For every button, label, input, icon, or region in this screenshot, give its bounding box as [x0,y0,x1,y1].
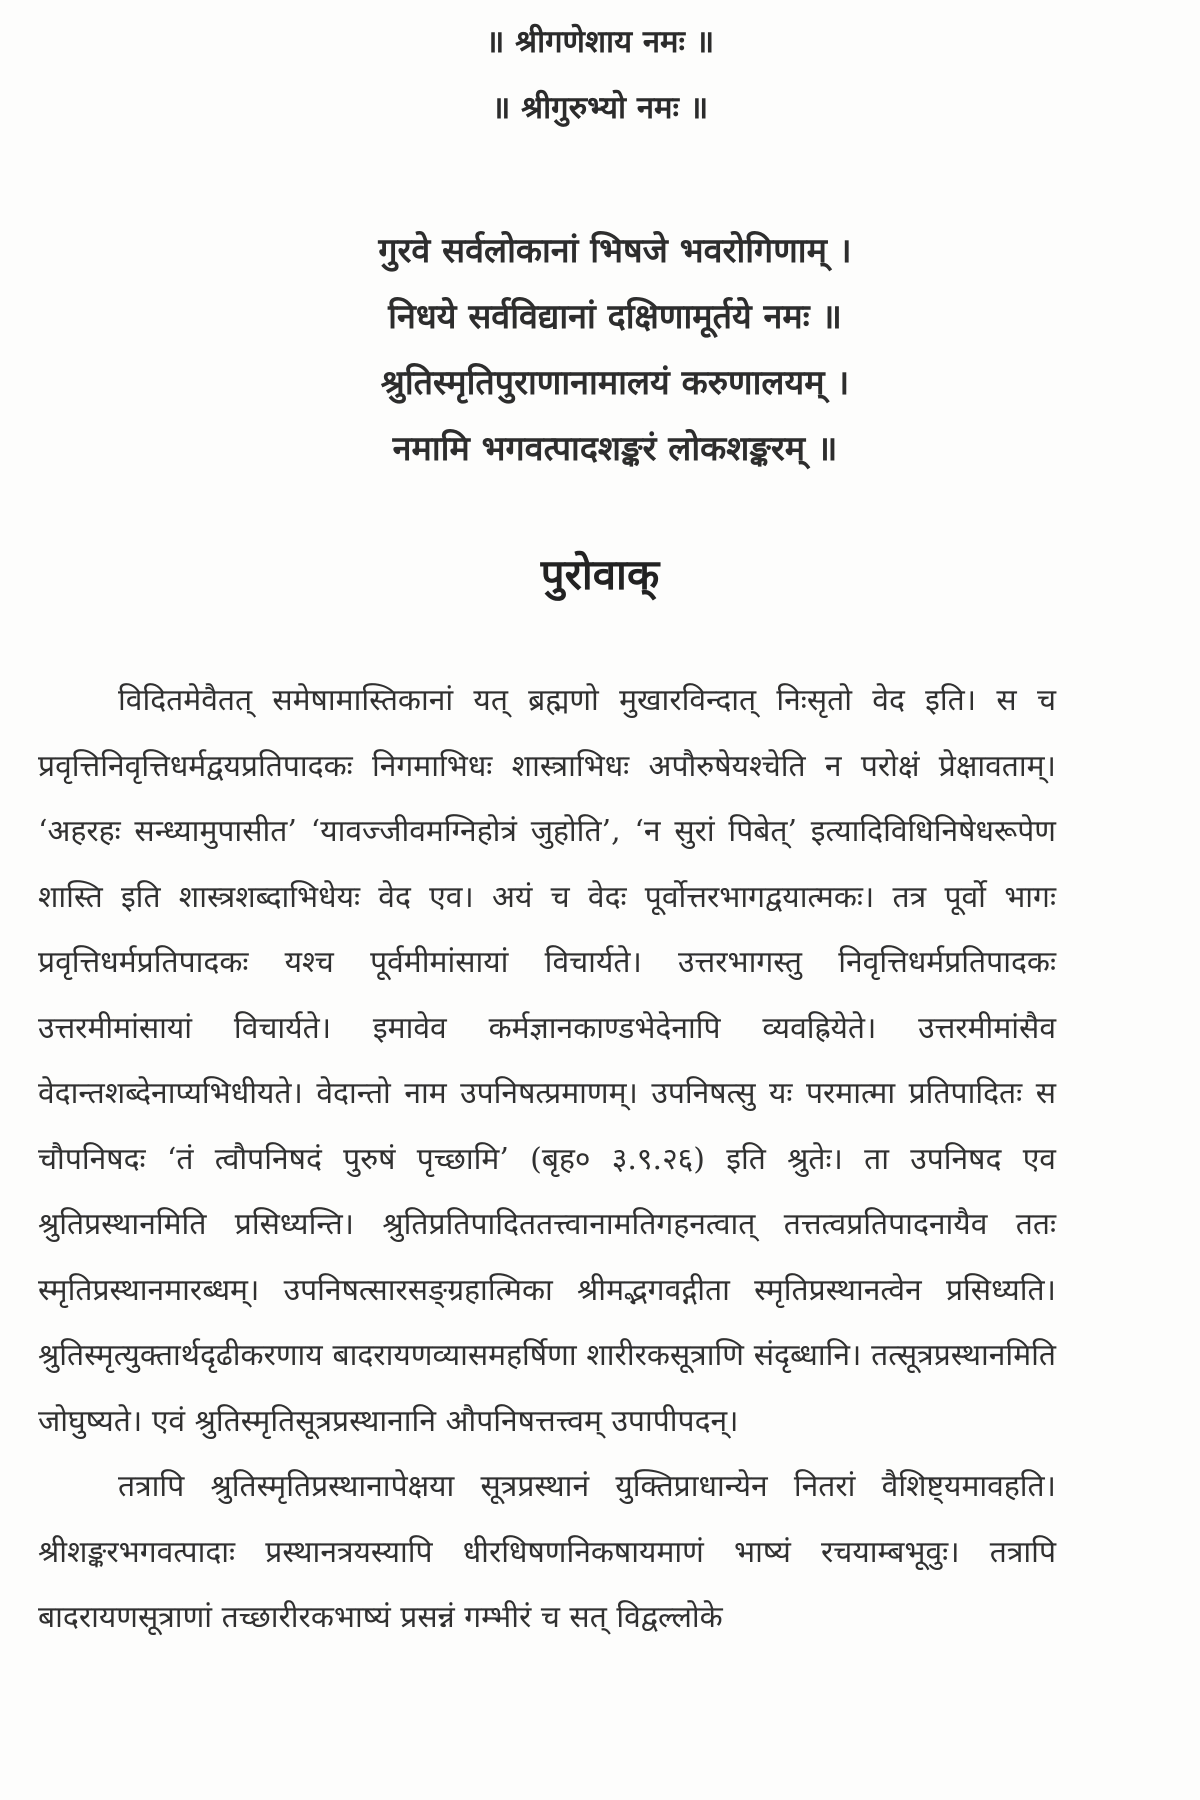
dhyana-verse [0,218,1200,482]
verse-line: नमामि भगवत्पादशङ्करं लोकशङ्करम् ॥ [392,429,838,469]
paragraph: तत्रापि श्रुतिस्मृतिप्रस्थानापेक्षया सूत्रप्रस्थानं युक्तिप्राधान्येन नितरां वैशिष्ट्यमावहति। श्रीशङ्करभगवत्पादाः प्रस्थानत्रयस्यापि धीरधिषणनिकषायमाणं भाष्यं रचयाम्बभूवुः। तत्रापि बादरायणसूत्राणां तच्छारीरकभाष्यं प्रसन्नं गम्भीरं च सत् विद्वल्लोके [38,1469,1056,1635]
verse-line: गुरवे सर्वलोकानां भिषजे भवरोगिणाम् । [378,231,852,271]
invocation-ganesha: ॥ श्रीगणेशाय नमः ॥ [485,24,715,60]
section-heading: पुरोवाक् [540,550,660,599]
invocation-guru: ॥ श्रीगुरुभ्यो नमः ॥ [491,90,709,126]
verse-line: श्रुतिस्मृतिपुराणानामालयं करुणालयम् । [380,363,850,403]
paragraph: विदितमेवैतत् समेषामास्तिकानां यत् ब्रह्मणो मुखारविन्दात् निःसृतो वेद इति। स च प्रवृत्तिनिवृत्तिधर्मद्वयप्रतिपादकः निगमाभिधः शास्त्राभिधः अपौरुषेयश्चेति न परोक्षं प्रेक्षावताम्। ‘अहरहः सन्ध्यामुपासीत’ ‘यावज्जीवमग्निहोत्रं जुहोति’, ‘न सुरां पिबेत्’ इत्यादिविधिनिषेधरूपेण शास्ति इति शास्त्रशब्दाभिधेयः वेद एव। अयं च वेदः पूर्वोत्तरभागद्वयात्मकः। तत्र पूर्वो भागः प्रवृत्तिधर्मप्रतिपादकः यश्च पूर्वमीमांसायां विचार्यते। उत्तरभागस्तु निवृत्तिधर्मप्रतिपादकः उत्तरमीमांसायां विचार्यते। इमावेव कर्मज्ञानकाण्डभेदेनापि व्यवह्रियेते। उत्तरमीमांसैव वेदान्तशब्देनाप्यभिधीयते। वेदान्तो नाम उपनिषत्प्रमाणम्। उपनिषत्सु यः परमात्मा प्रतिपादितः स चौपनिषदः ‘तं त्वौपनिषदं पुरुषं पृच्छामि’ (बृह० ३.९.२६) इति श्रुतेः। ता उपनिषद एव श्रुतिप्रस्थानमिति प्रसिध्यन्ति। श्रुतिप्रतिपादिततत्त्वानामतिगहनत्वात् तत्तत्वप्रतिपादनायैव ततः स्मृतिप्रस्थानमारब्धम्। उपनिषत्सारसङ्ग्रहात्मिका श्रीमद्भगवद्गीता स्मृतिप्रस्थानत्वेन प्रसिध्यति। श्रुतिस्मृत्युक्तार्थदृढीकरणाय बादरायणव्यासमहर्षिणा शारीरकसूत्राणि संदृब्धानि। तत्सूत्रप्रस्थानमिति जोघुष्यते। एवं श्रुतिस्मृतिसूत्रप्रस्थानानि औपनिषत्तत्त्वम् उपापीपदन्। [38,683,1056,1439]
verse-line: निधये सर्वविद्यानां दक्षिणामूर्तये नमः ॥ [388,297,842,337]
body-text [38,668,1056,1651]
